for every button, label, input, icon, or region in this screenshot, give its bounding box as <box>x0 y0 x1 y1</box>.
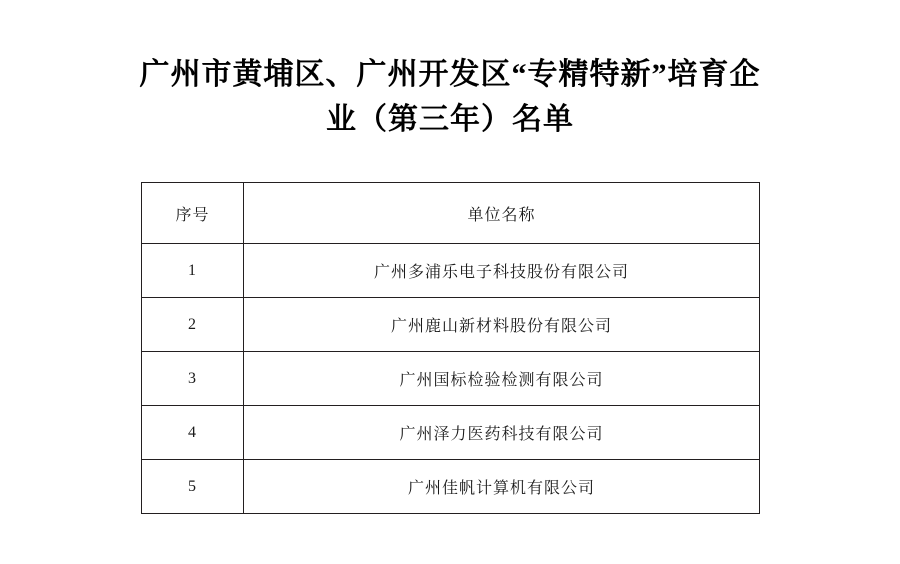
table-header <box>142 183 760 244</box>
cell-index: 5 <box>142 460 244 514</box>
table-header-row <box>142 183 760 244</box>
cell-index: 2 <box>142 298 244 352</box>
table-row <box>142 244 760 298</box>
cell-index: 1 <box>142 244 244 298</box>
page-title: 广州市黄埔区、广州开发区“专精特新”培育企业（第三年）名单 <box>139 58 761 136</box>
cell-company-name: 广州泽力医药科技有限公司 <box>244 406 760 460</box>
table-row <box>142 406 760 460</box>
table-row <box>142 460 760 514</box>
cell-index: 4 <box>142 406 244 460</box>
cell-company-name: 广州鹿山新材料股份有限公司 <box>244 298 760 352</box>
cell-company-name: 广州国标检验检测有限公司 <box>244 352 760 406</box>
cell-company-name: 广州多浦乐电子科技股份有限公司 <box>244 244 760 298</box>
company-list-table-wrapper <box>141 182 759 514</box>
table-row <box>142 352 760 406</box>
table-body <box>142 244 760 514</box>
cell-company-name: 广州佳帆计算机有限公司 <box>244 460 760 514</box>
table-row <box>142 298 760 352</box>
cell-index: 3 <box>142 352 244 406</box>
column-header-company-name: 单位名称 <box>244 183 760 244</box>
company-list-table <box>141 182 760 514</box>
column-header-index: 序号 <box>142 183 244 244</box>
